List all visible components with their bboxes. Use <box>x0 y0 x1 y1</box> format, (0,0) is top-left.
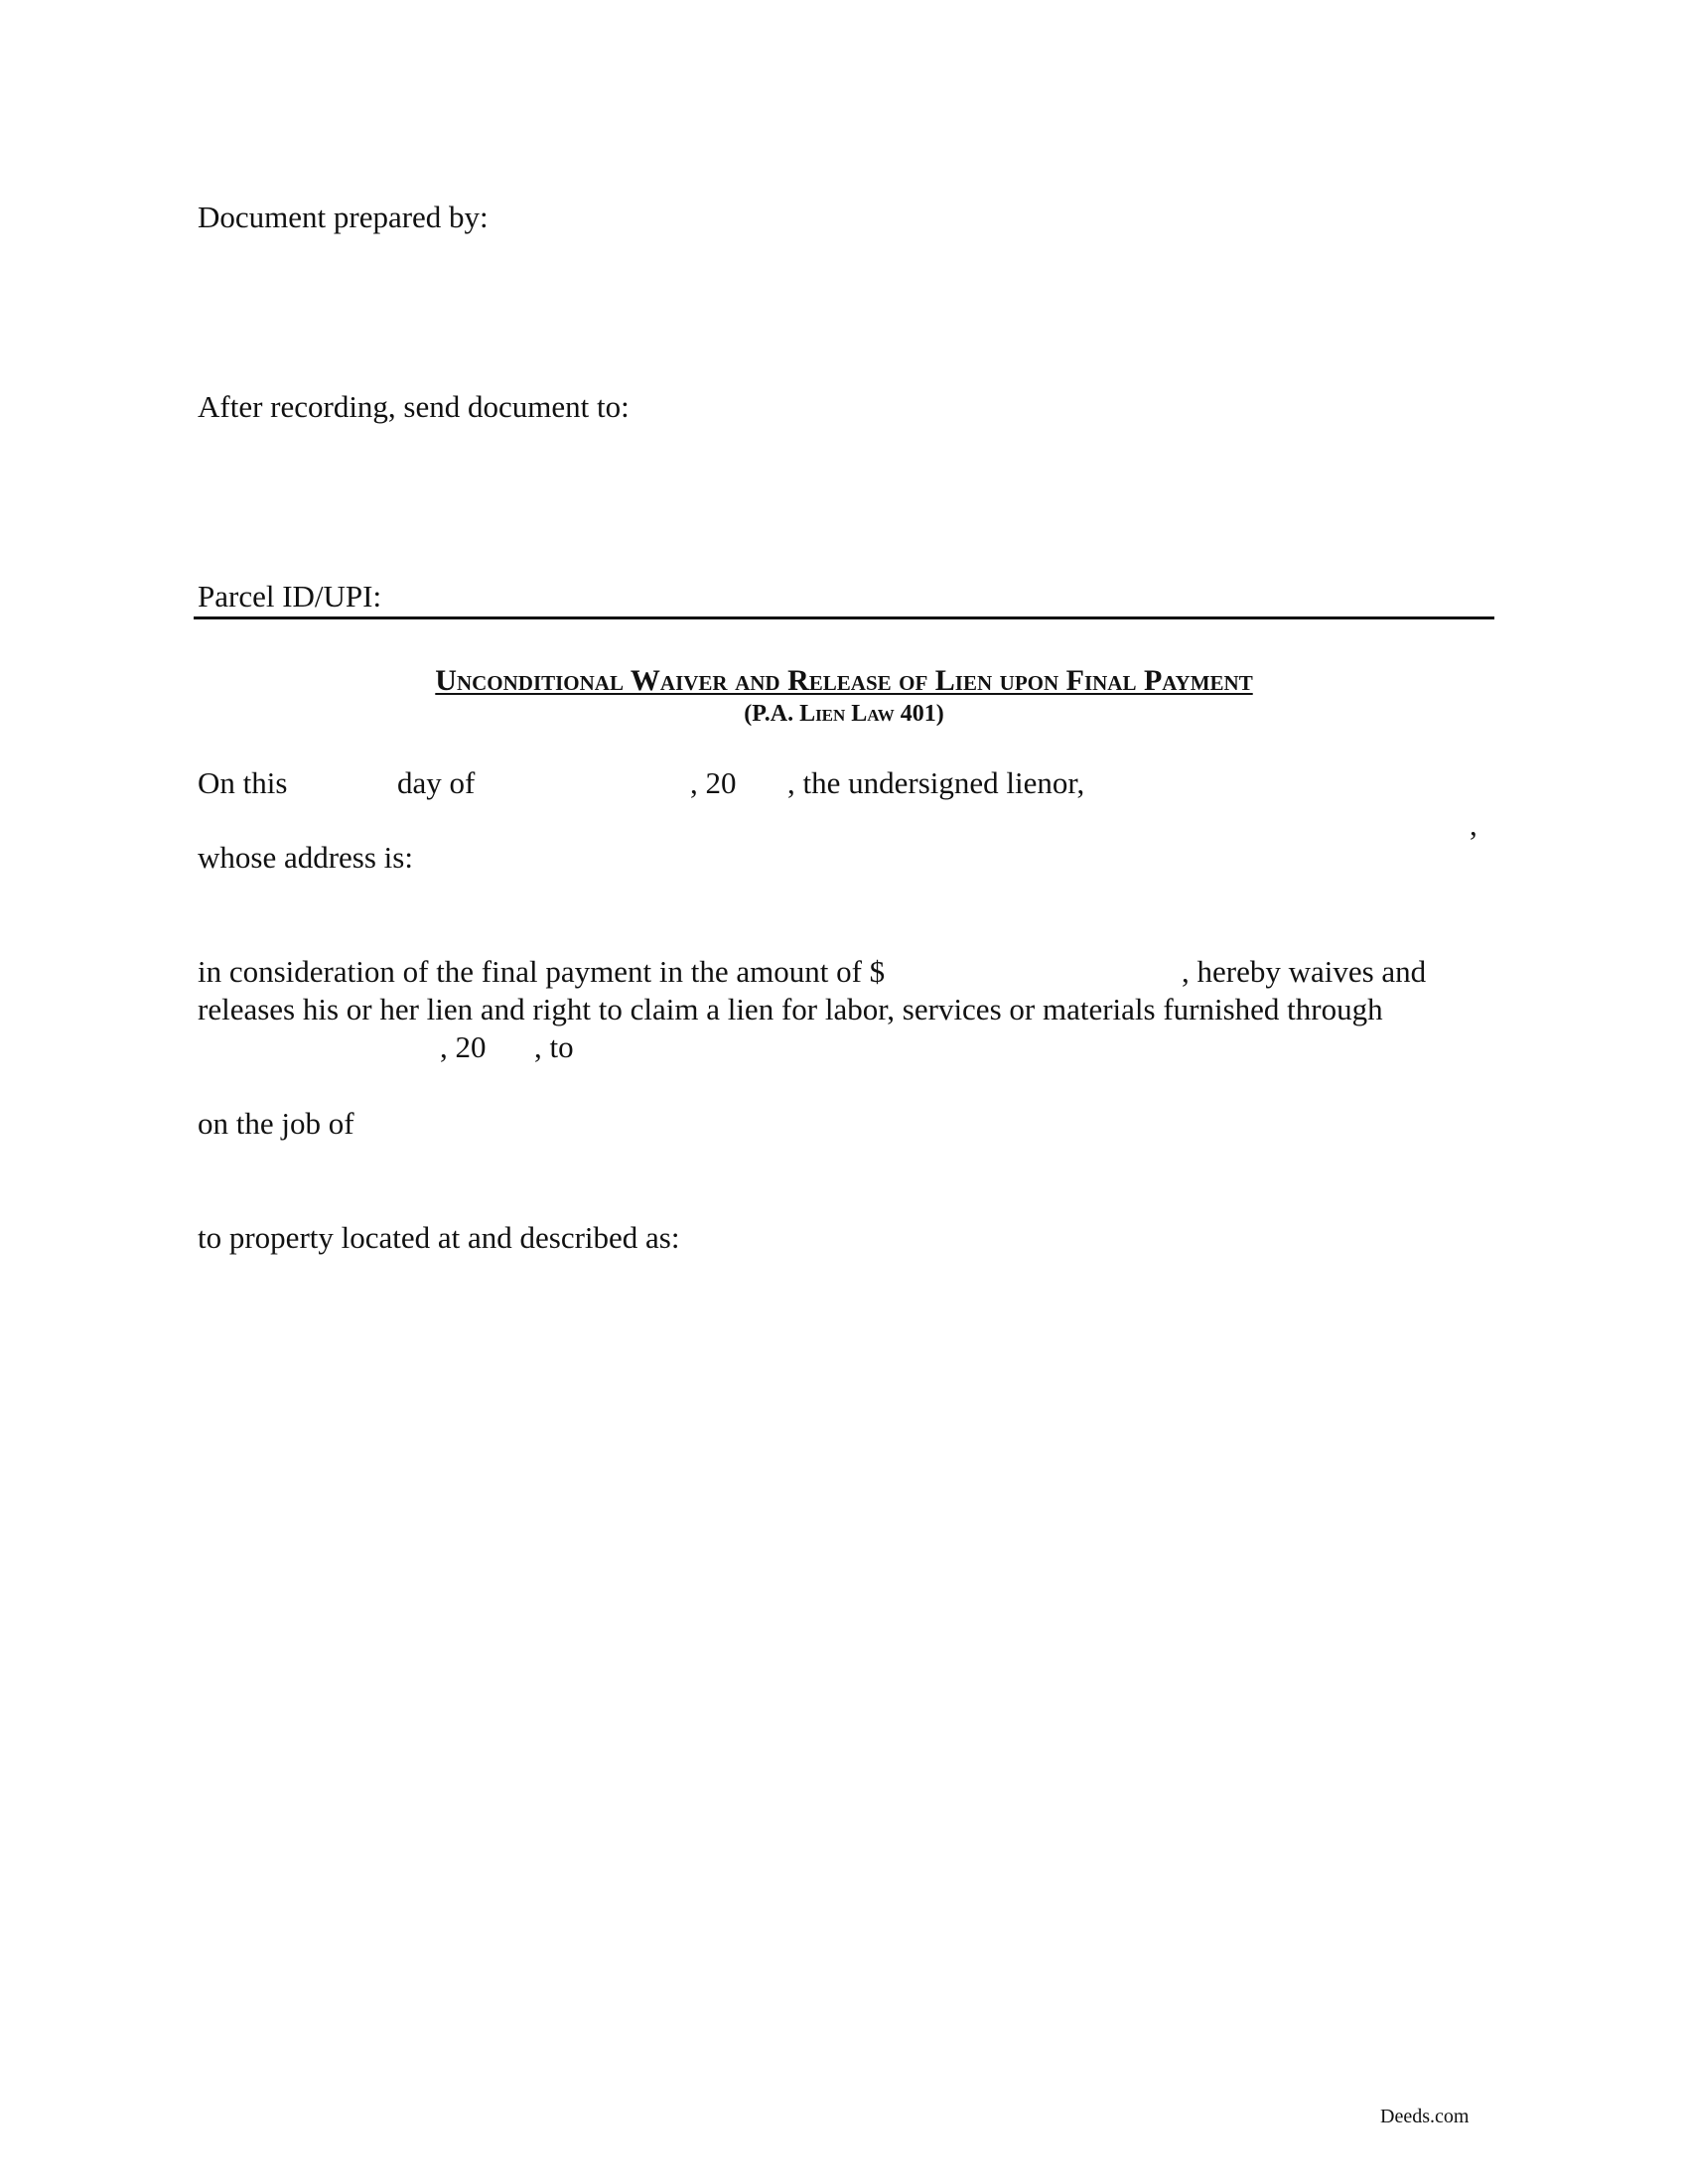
footer-brand: Deeds.com <box>1380 2106 1470 2127</box>
trailing-comma: , <box>1470 807 1477 842</box>
whose-address-text: whose address is: <box>198 840 413 875</box>
parcel-id-label: Parcel ID/UPI: <box>198 579 382 614</box>
day-of-text: day of <box>397 765 476 800</box>
prepared-by-label: Document prepared by: <box>198 200 489 234</box>
year-prefix-text: , 20 <box>690 765 737 800</box>
header-divider <box>194 616 1494 619</box>
hereby-waives-text: , hereby waives and <box>1182 954 1427 989</box>
property-description-text: to property located at and described as: <box>198 1220 680 1255</box>
undersigned-lienor-text: , the undersigned lienor, <box>787 765 1085 800</box>
through-year-text: , 20 <box>440 1029 487 1064</box>
job-of-text: on the job of <box>198 1106 354 1141</box>
send-to-label: After recording, send document to: <box>198 389 630 424</box>
to-text: , to <box>534 1029 574 1064</box>
consideration-text: in consideration of the final payment in the amount of $ <box>198 954 886 989</box>
releases-text: releases his or her lien and right to claim a lien for labor, services or materials furnished through <box>198 992 1383 1026</box>
on-this-text: On this <box>198 765 288 800</box>
document-title <box>194 663 1494 699</box>
document-title-text: Unconditional Waiver and Release of Lien upon Final Payment <box>435 664 1253 697</box>
document-subtitle: (P.A. Lien Law 401) <box>744 701 944 727</box>
